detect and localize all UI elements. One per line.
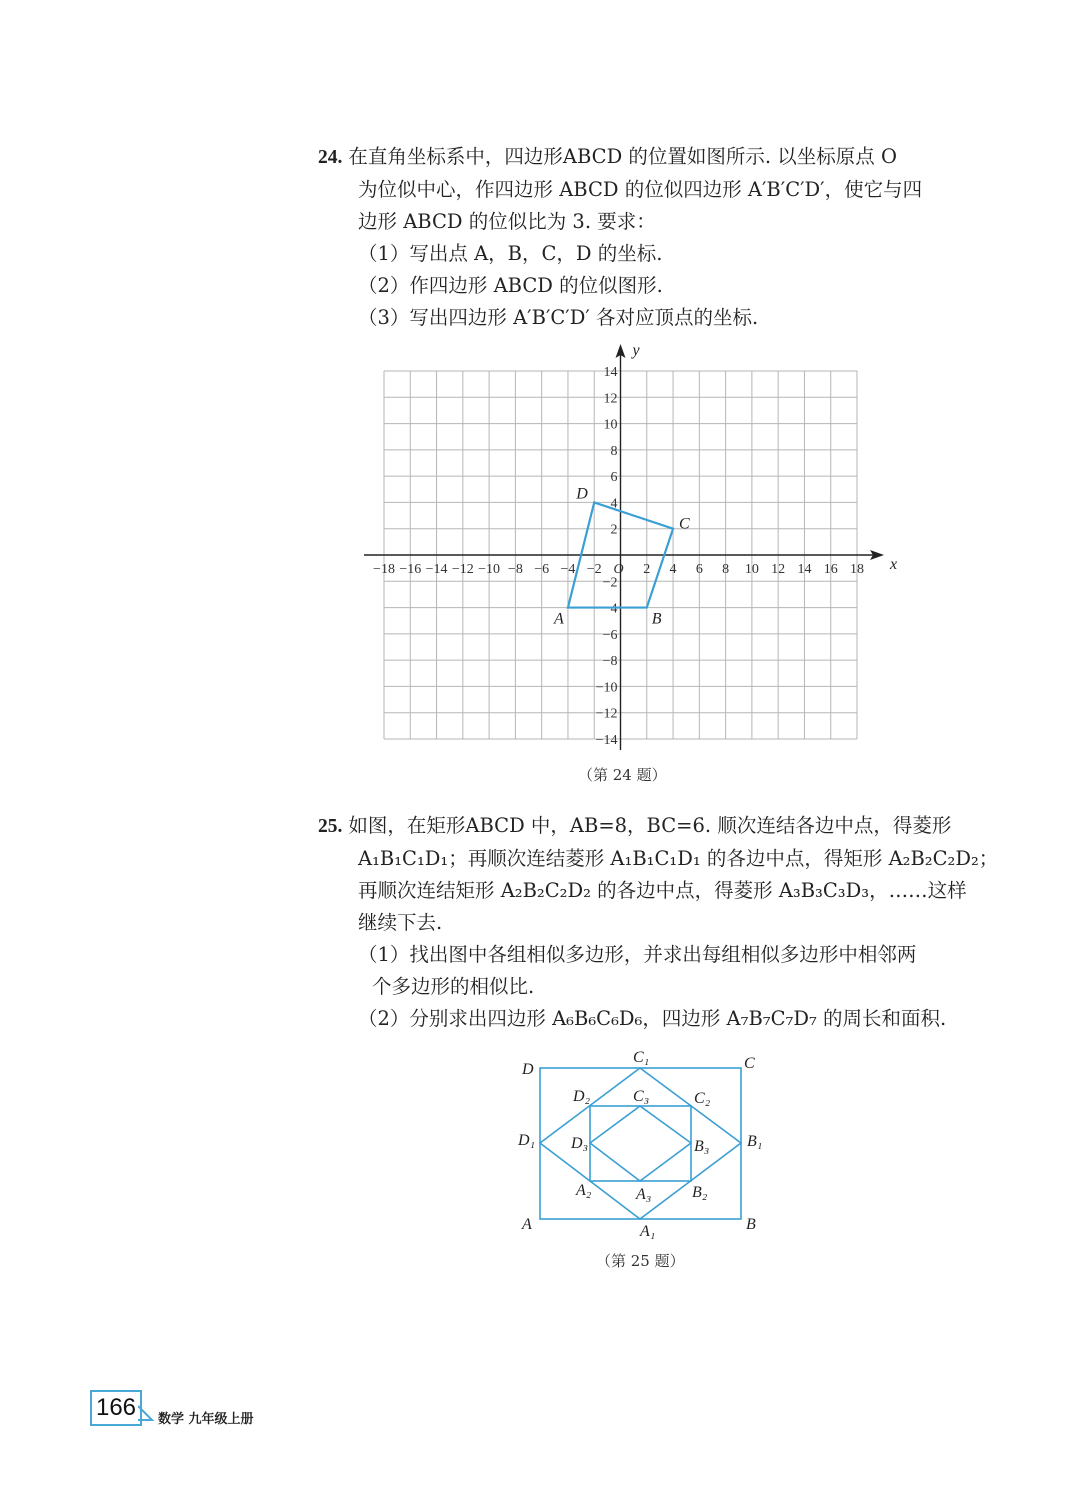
x-tick-label: 6 — [695, 562, 703, 577]
label-c: C — [744, 1055, 755, 1072]
label-d2: D₂ — [573, 1088, 591, 1105]
vertex-label-c: C — [679, 515, 690, 533]
label-a3: A₃ — [636, 1186, 652, 1203]
problem-25-sub-2: （2）分别求出四边形 A₆B₆C₆D₆，四边形 A₇B₇C₇D₇ 的周长和面积. — [358, 1007, 947, 1030]
problem-25-line-2: A₁B₁C₁D₁；再顺次连结菱形 A₁B₁C₁D₁ 的各边中点，得矩形 A₂B₂C₂D₂； — [358, 847, 999, 870]
x-tick-label: −6 — [534, 562, 550, 577]
y-tick-label: 8 — [610, 443, 618, 459]
book-title: 数学 九年级上册 — [158, 1412, 254, 1427]
problem-25-line-3: 再顺次连结矩形 A₂B₂C₂D₂ 的各边中点，得菱形 A₃B₃C₃D₃，……这样 — [358, 879, 967, 902]
label-d1: D₁ — [518, 1132, 536, 1149]
label-b1: B₁ — [747, 1133, 763, 1150]
problem-24-line-2: 为位似中心，作四边形 ABCD 的位似四边形 A′B′C′D′，使它与四 — [358, 178, 923, 201]
y-tick-label: −4 — [602, 601, 618, 617]
page-number-tab-icon — [138, 1404, 158, 1426]
x-tick-label: −4 — [560, 562, 576, 577]
problem-25-line-1: 25. 如图，在矩形ABCD 中，AB=8，BC=6. 顺次连结各边中点，得菱形 — [318, 814, 952, 837]
problem-24-line-1: 24. 在直角坐标系中，四边形ABCD 的位置如图所示. 以坐标原点 O — [318, 145, 897, 168]
x-tick-label: −10 — [478, 562, 501, 577]
label-d3: D₃ — [571, 1135, 589, 1152]
label-d: D — [522, 1061, 534, 1078]
x-tick-label: 10 — [744, 562, 759, 577]
label-b: B — [746, 1216, 756, 1233]
y-axis-label: y — [632, 342, 640, 359]
label-a1: A₁ — [640, 1223, 656, 1240]
x-tick-label: 4 — [669, 562, 677, 577]
figure-25-caption: （第 25 题） — [596, 1252, 685, 1270]
x-tick-label: −18 — [373, 562, 395, 577]
label-c2: C₂ — [694, 1090, 711, 1107]
y-tick-label: 6 — [610, 470, 618, 486]
x-tick-label: 14 — [797, 562, 812, 577]
vertex-label-a: A — [553, 610, 564, 628]
y-tick-label: 4 — [610, 496, 618, 512]
x-tick-label: −8 — [507, 562, 523, 577]
x-tick-label: 2 — [643, 562, 651, 577]
vertex-label-b: B — [651, 610, 662, 628]
x-tick-label: 8 — [722, 562, 730, 577]
label-a: A — [522, 1216, 532, 1233]
problem-24-sub-3: （3）写出四边形 A′B′C′D′ 各对应顶点的坐标. — [358, 306, 759, 329]
x-tick-label: −12 — [451, 562, 474, 577]
y-tick-label: −12 — [595, 706, 618, 722]
label-c1: C₁ — [633, 1049, 650, 1066]
y-tick-label: −14 — [595, 733, 618, 748]
x-tick-label: −14 — [425, 562, 448, 577]
y-tick-label: −8 — [602, 654, 618, 670]
problem-25-number: 25. — [318, 816, 343, 837]
y-tick-label: 12 — [603, 391, 618, 407]
x-tick-label: 16 — [823, 562, 838, 577]
problem-25-sub-1-cont: 个多边形的相似比. — [372, 975, 535, 998]
x-axis-label: x — [890, 556, 898, 573]
label-c3: C₃ — [633, 1088, 650, 1105]
problem-24-sub-1: （1）写出点 A，B，C，D 的坐标. — [358, 242, 663, 265]
label-b3: B₃ — [694, 1138, 710, 1155]
page-number: 166 — [90, 1390, 142, 1426]
y-tick-label: 10 — [603, 417, 618, 433]
x-tick-label: −2 — [586, 562, 602, 577]
y-tick-label: −2 — [602, 575, 618, 591]
rhombus-a3b3c3d3 — [590, 1106, 691, 1181]
y-tick-label: −6 — [602, 627, 618, 643]
rectangle-a2b2c2d2 — [590, 1106, 691, 1181]
y-tick-label: −10 — [595, 680, 618, 696]
label-b2: B₂ — [692, 1184, 708, 1201]
problem-25-line-4: 继续下去. — [358, 911, 443, 934]
figure-24-caption: （第 24 题） — [578, 766, 667, 784]
x-tick-label: −16 — [399, 562, 422, 577]
problem-24-line-3: 边形 ABCD 的位似比为 3. 要求： — [358, 210, 656, 233]
x-tick-label: 12 — [771, 562, 786, 577]
y-tick-label: 2 — [610, 522, 618, 538]
label-a2: A₂ — [576, 1182, 592, 1199]
problem-24-number: 24. — [318, 147, 343, 168]
problem-25-sub-1: （1）找出图中各组相似多边形，并求出每组相似多边形中相邻两 — [358, 943, 917, 966]
vertex-label-d: D — [576, 485, 588, 503]
x-tick-label: 18 — [850, 562, 864, 577]
y-tick-label: 14 — [603, 365, 618, 380]
origin-label: O — [613, 562, 624, 577]
problem-24-sub-2: （2）作四边形 ABCD 的位似图形. — [358, 274, 663, 297]
